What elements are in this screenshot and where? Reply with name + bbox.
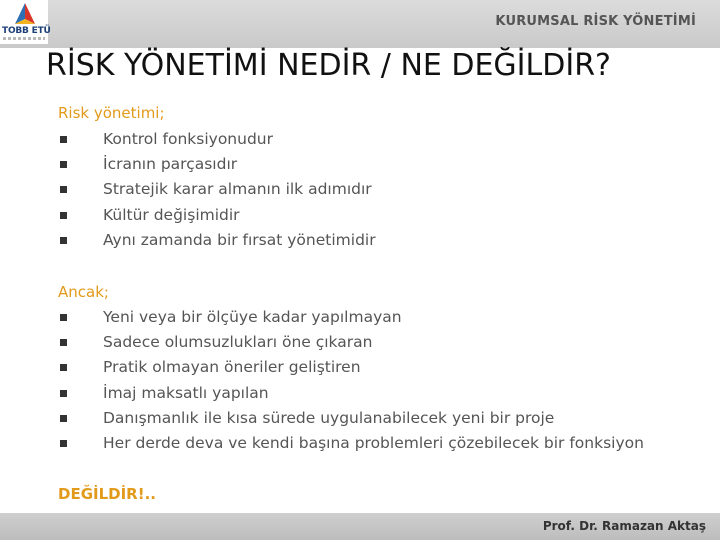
author-name: Prof. Dr. Ramazan Aktaş [542, 519, 706, 533]
square-bullet-icon [60, 237, 67, 244]
footer-bar [0, 513, 720, 540]
closing-statement: DEĞİLDİR!.. [58, 485, 156, 503]
section-heading-risk: Risk yönetimi; [58, 104, 165, 122]
section-heading-ancak: Ancak; [58, 283, 109, 301]
logo-subtext-line [3, 37, 45, 40]
square-bullet-icon [60, 415, 67, 422]
course-title: KURUMSAL RİSK YÖNETİMİ [495, 14, 696, 29]
square-bullet-icon [60, 339, 67, 346]
logo-text: TOBB ETÜ [2, 26, 51, 36]
square-bullet-icon [60, 390, 67, 397]
slide-title: RİSK YÖNETİMİ NEDİR / NE DEĞİLDİR? [46, 48, 611, 83]
square-bullet-icon [60, 314, 67, 321]
square-bullet-icon [60, 212, 67, 219]
square-bullet-icon [60, 440, 67, 447]
header-bar [0, 0, 720, 48]
square-bullet-icon [60, 186, 67, 193]
square-bullet-icon [60, 161, 67, 168]
square-bullet-icon [60, 136, 67, 143]
tobb-etu-logo [0, 0, 51, 44]
logo-mark-icon [12, 2, 38, 26]
square-bullet-icon [60, 364, 67, 371]
